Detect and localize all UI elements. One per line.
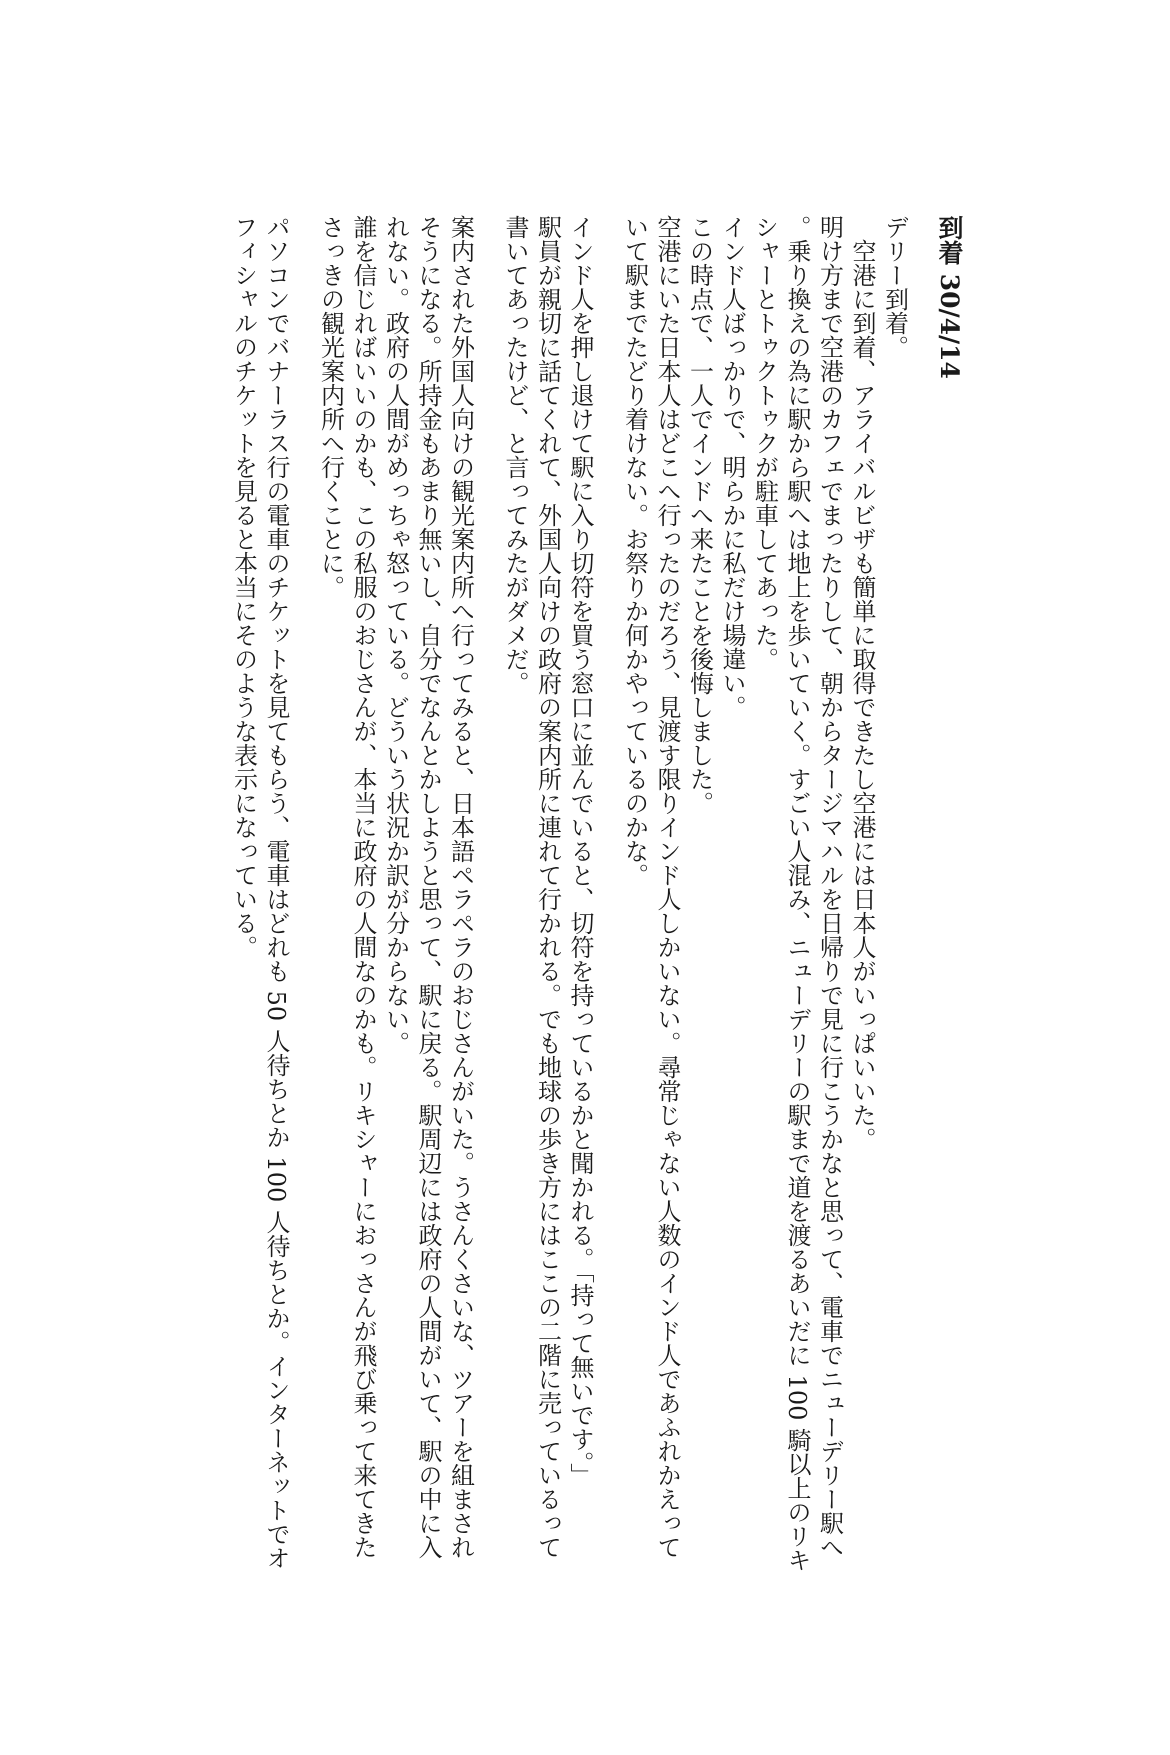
text-line: フィシャルのチケットを見ると本当にそのような表示になっている。 — [229, 215, 258, 959]
text-line: 案内された外国人向けの観光案内所へ行ってみると、日本語ペラペラのおじさんがいた。うさんくさいな、ツアーを組まされ — [446, 215, 475, 1559]
text-line: 駅員が親切に話てくれて、外国人向けの政府の案内所に連れて行かれる。でも地球の歩き方にはここの二階に売っているって — [533, 215, 562, 1559]
text-line: 誰を信じればいいのかも、この私服のおじさんが、本当に政府の人間なのかも。リキシャーにおっさんが飛び乗って来てきた — [349, 215, 377, 1559]
text-line: 。乗り換えの為に駅から駅へは地上を歩いていく。すごい人混み、ニューデリーの駅まで道を渡るあいだに 100 騎以上のリキ — [783, 215, 811, 1573]
text-line: 空港にいた日本人はどこへ行ったのだろう、見渡す限りインド人しかいない。尋常じゃない人数のインド人であふれかえって — [653, 215, 681, 1559]
text-line: 明け方まで空港のカフェでまったりして、朝からタージマハルを日帰りで見に行こうかなと思って、電車でニューデリー駅へ — [815, 215, 844, 1559]
vertical-text-body — [227, 215, 965, 1585]
text-line: いて駅までたどり着けない。お祭りか何かやっているのかな。 — [620, 215, 649, 887]
text-line: この時点で、一人でインドへ来たことを後悔しました。 — [685, 215, 714, 815]
paragraph-block-1 — [618, 215, 911, 1585]
paragraph-block-4 — [227, 215, 292, 1585]
page-title: 到着 30/4/14 — [935, 215, 964, 379]
text-line: 空港に到着、アライバルビザも簡単に取得できたし空港には日本人がいっぱいいた。 — [848, 239, 876, 1151]
paragraph-block-3 — [314, 215, 477, 1585]
text-line: パソコンでバナーラス行の電車のチケットを見てもらう、電車はどれも 50 人待ちとか 100 人待ちとか。インターネットでオ — [262, 215, 290, 1570]
text-line: シャーとトゥクトゥクが駐車してあった。 — [750, 215, 779, 671]
paragraph-block-2 — [499, 215, 597, 1585]
text-line: デリー到着。 — [880, 215, 909, 359]
text-line: インド人ばっかりで、明らかに私だけ場違い。 — [718, 215, 746, 719]
text-line: さっきの観光案内所へ行くことに。 — [316, 215, 345, 599]
text-line: 書いてあったけど、と言ってみたがダメだ。 — [501, 215, 529, 695]
text-line: そうになる。所持金もあまり無いし、自分でなんとかしようと思って、駅に戻る。駅周辺には政府の人間がいて、駅の中に入 — [414, 215, 442, 1559]
text-line: れない。政府の人間がめっちゃ怒っている。どういう状況か訳が分からない。 — [381, 215, 410, 1055]
text-line: インド人を押し退けて駅に入り切符を買う窓口に並んでいると、切符を持っているかと聞かれる。「持って無いです。」 — [566, 215, 594, 1487]
